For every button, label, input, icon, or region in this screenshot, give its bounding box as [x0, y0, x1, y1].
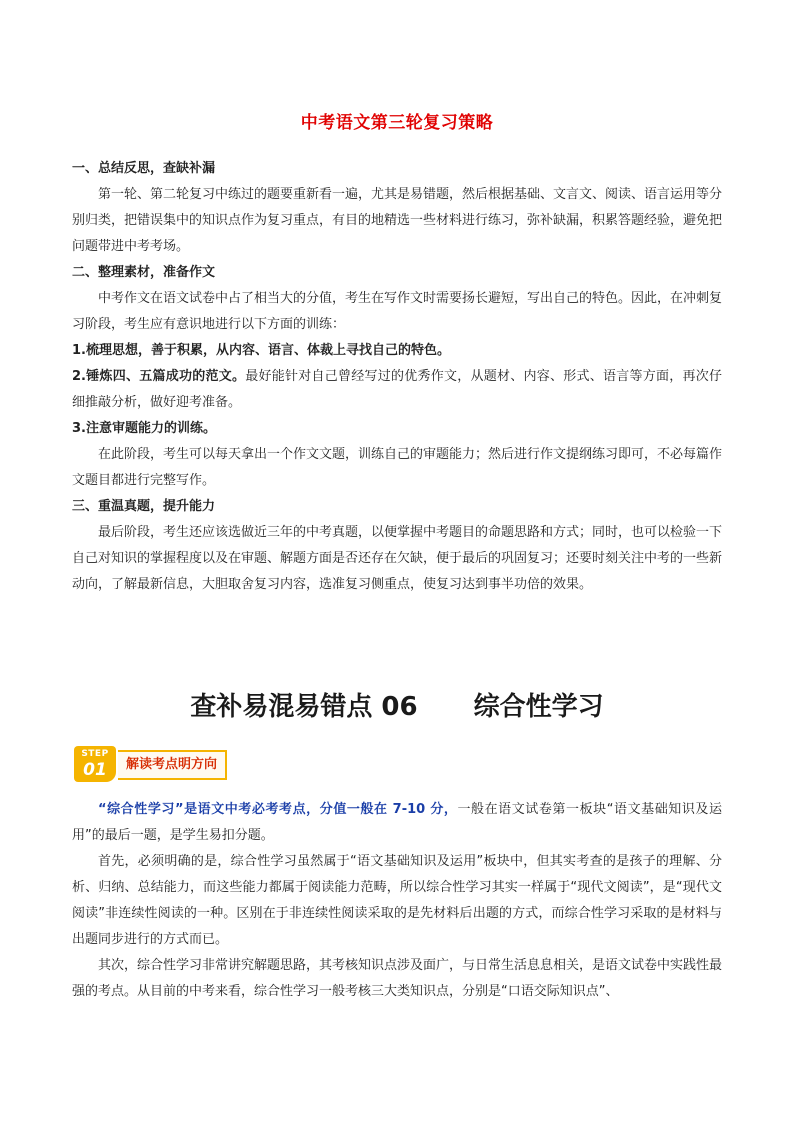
intro-paragraph — [72, 797, 722, 849]
section-paragraph-1: 第一轮、第二轮复习中练过的题要重新看一遍，尤其是易错题，然后根据基础、文言文、阅读、语言运用等分别归类，把错误集中的知识点作为复习重点，有目的地精选一些材料进行练习，弥补缺漏，积累答题经验，避免把问题带进中考考场。 — [72, 187, 723, 254]
strategy-section — [72, 156, 722, 598]
step-number: 01 — [83, 760, 107, 780]
step-banner — [74, 744, 254, 786]
step-label: 解读考点明方向 — [118, 750, 227, 780]
list-item-2-text: 最好能针对自己曾经写过的优秀作文，从题材、内容、形式、语言等方面，再次仔细推敲分析，做好迎考准备。 — [72, 369, 722, 410]
topic-title-right: 综合性学习 — [473, 692, 604, 722]
list-item-2 — [72, 364, 722, 416]
paragraph-second: 其次，综合性学习非常讲究解题思路，其考核知识点涉及面广，与日常生活息息相关，是语文试卷中实践性最强的考点。从目前的中考来看，综合性学习一般考核三大类知识点，分别是“口语交际知识点”、 — [72, 958, 723, 999]
topic-title — [0, 686, 794, 723]
step-word: STEP — [81, 749, 109, 759]
intro-text: 一般在语文试卷第一板块“语文基础知识及运用”的最后一题，是学生易扣分题。 — [72, 802, 722, 843]
page-title: 中考语文第三轮复习策略 — [300, 113, 494, 133]
paragraph-first: 首先，必须明确的是，综合性学习虽然属于“语文基础知识及运用”板块中，但其实考查的是孩子的理解、分析、归纳、总结能力，而这些能力都属于阅读能力范畴，所以综合性学习其实一样属于“现代文阅读”，是“现代文阅读”非连续性阅读的一种。区别在于非连续性阅读采取的是先材料后出题的方式，而综合性学习采取的是材料与出题同步进行的方式而已。 — [72, 854, 722, 947]
section-heading-1: 一、总结反思，查缺补漏 — [72, 161, 216, 176]
list-item-2-bold: 2.锤炼四、五篇成功的范文。 — [72, 369, 246, 384]
section-paragraph-2: 中考作文在语文试卷中占了相当大的分值，考生在写作文时需要扬长避短，写出自己的特色。因此，在冲刺复习阶段，考生应有意识地进行以下方面的训练： — [72, 291, 723, 332]
list-item-3: 3.注意审题能力的训练。 — [72, 421, 216, 436]
section-heading-2: 二、整理素材，准备作文 — [72, 265, 216, 280]
section-paragraph-3: 最后阶段，考生还应该选做近三年的中考真题，以便掌握中考题目的命题思路和方式；同时，也可以检验一下自己对知识的掌握程度以及在审题、解题方面是否还存在欠缺，便于最后的巩固复习；还要时刻关注中考的一些新动向，了解最新信息，大胆取舍复习内容，选准复习侧重点，使复习达到事半功倍的效果。 — [72, 525, 723, 592]
step-badge — [74, 746, 116, 782]
section-paragraph-2b: 在此阶段，考生可以每天拿出一个作文文题，训练自己的审题能力；然后进行作文提纲练习即可，不必每篇作文题目都进行完整写作。 — [72, 447, 723, 488]
topic-title-left: 查补易混易错点 06 — [190, 692, 418, 722]
section-heading-3: 三、重温真题，提升能力 — [72, 499, 216, 514]
list-item-1: 1.梳理思想，善于积累，从内容、语言、体裁上寻找自己的特色。 — [72, 343, 450, 358]
topic-section — [72, 797, 722, 1005]
intro-highlight: “综合性学习”是语文中考必考考点，分值一般在 7-10 分， — [98, 802, 458, 817]
